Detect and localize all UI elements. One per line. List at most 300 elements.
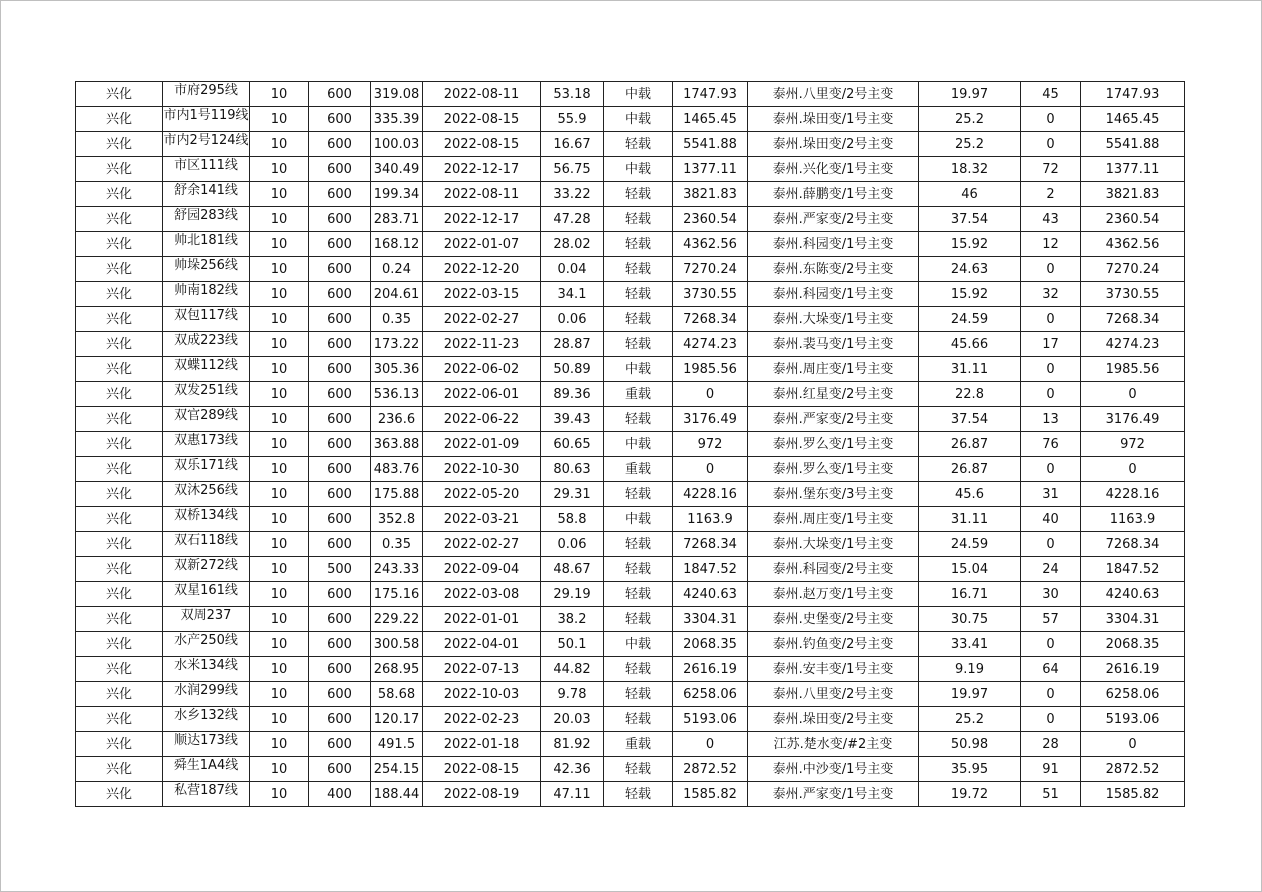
cell-load-rate: 81.92	[541, 732, 604, 757]
table-row	[76, 532, 1185, 557]
cell-rated-current: 600	[309, 457, 371, 482]
cell-load-rate: 47.28	[541, 207, 604, 232]
cell-available-capacity: 7268.34	[673, 307, 748, 332]
cell-substation-transformer: 泰州.史堡变/2号主变	[748, 607, 919, 632]
table-row	[76, 507, 1185, 532]
cell-max-current: 363.88	[371, 432, 423, 457]
table-row	[76, 357, 1185, 382]
cell-rated-current: 600	[309, 607, 371, 632]
cell-value: 43	[1021, 207, 1081, 232]
line-name-text: 水产250线	[174, 633, 238, 648]
cell-voltage: 10	[250, 82, 309, 107]
line-name-text: 双沐256线	[174, 483, 238, 498]
cell-transformer-load: 35.95	[919, 757, 1021, 782]
table-row	[76, 282, 1185, 307]
cell-max-current: 283.71	[371, 207, 423, 232]
table-row	[76, 207, 1185, 232]
cell-load-rate: 44.82	[541, 657, 604, 682]
cell-value: 32	[1021, 282, 1081, 307]
table-body	[76, 82, 1185, 807]
line-name-text: 水米134线	[174, 658, 238, 673]
cell-date: 2022-03-15	[423, 282, 541, 307]
cell-line-name	[163, 682, 250, 707]
cell-line-name	[163, 382, 250, 407]
cell-date: 2022-10-30	[423, 457, 541, 482]
table-row	[76, 582, 1185, 607]
cell-max-current: 491.5	[371, 732, 423, 757]
cell-date: 2022-06-22	[423, 407, 541, 432]
cell-region: 兴化	[76, 532, 163, 557]
cell-voltage: 10	[250, 557, 309, 582]
cell-capacity: 4362.56	[1081, 232, 1185, 257]
line-name-text: 市区111线	[174, 158, 238, 173]
cell-capacity: 1847.52	[1081, 557, 1185, 582]
cell-transformer-load: 25.2	[919, 107, 1021, 132]
cell-line-name	[163, 82, 250, 107]
cell-capacity: 2068.35	[1081, 632, 1185, 657]
cell-transformer-load: 18.32	[919, 157, 1021, 182]
cell-substation-transformer: 泰州.科园变/1号主变	[748, 232, 919, 257]
cell-line-name	[163, 482, 250, 507]
cell-value: 0	[1021, 707, 1081, 732]
cell-rated-current: 600	[309, 507, 371, 532]
cell-line-name	[163, 207, 250, 232]
cell-load-level: 中载	[604, 82, 673, 107]
cell-rated-current: 600	[309, 257, 371, 282]
cell-substation-transformer: 泰州.严家变/2号主变	[748, 207, 919, 232]
cell-available-capacity: 2872.52	[673, 757, 748, 782]
cell-region: 兴化	[76, 632, 163, 657]
cell-capacity: 2360.54	[1081, 207, 1185, 232]
cell-voltage: 10	[250, 257, 309, 282]
line-name-text: 双发251线	[174, 383, 238, 398]
cell-transformer-load: 30.75	[919, 607, 1021, 632]
line-name-text: 帅北181线	[174, 233, 238, 248]
table-row	[76, 182, 1185, 207]
cell-date: 2022-06-02	[423, 357, 541, 382]
cell-voltage: 10	[250, 607, 309, 632]
cell-line-name	[163, 782, 250, 807]
cell-rated-current: 600	[309, 82, 371, 107]
cell-region: 兴化	[76, 507, 163, 532]
cell-value: 0	[1021, 382, 1081, 407]
cell-voltage: 10	[250, 582, 309, 607]
line-name-text: 双新272线	[174, 558, 238, 573]
cell-value: 0	[1021, 132, 1081, 157]
cell-region: 兴化	[76, 707, 163, 732]
cell-capacity: 0	[1081, 457, 1185, 482]
cell-capacity: 3730.55	[1081, 282, 1185, 307]
cell-max-current: 483.76	[371, 457, 423, 482]
cell-substation-transformer: 泰州.裴马变/1号主变	[748, 332, 919, 357]
cell-substation-transformer: 泰州.科园变/2号主变	[748, 557, 919, 582]
cell-max-current: 340.49	[371, 157, 423, 182]
cell-value: 0	[1021, 457, 1081, 482]
cell-capacity: 5541.88	[1081, 132, 1185, 157]
cell-transformer-load: 37.54	[919, 207, 1021, 232]
cell-voltage: 10	[250, 532, 309, 557]
cell-line-name	[163, 432, 250, 457]
cell-rated-current: 600	[309, 432, 371, 457]
cell-voltage: 10	[250, 407, 309, 432]
cell-capacity: 1465.45	[1081, 107, 1185, 132]
cell-value: 17	[1021, 332, 1081, 357]
cell-date: 2022-12-17	[423, 157, 541, 182]
cell-rated-current: 600	[309, 757, 371, 782]
cell-load-level: 轻载	[604, 607, 673, 632]
cell-date: 2022-08-15	[423, 132, 541, 157]
cell-voltage: 10	[250, 632, 309, 657]
cell-load-level: 中载	[604, 357, 673, 382]
cell-max-current: 173.22	[371, 332, 423, 357]
cell-transformer-load: 25.2	[919, 707, 1021, 732]
line-name-text: 水润299线	[174, 683, 238, 698]
cell-substation-transformer: 泰州.八里变/2号主变	[748, 682, 919, 707]
cell-region: 兴化	[76, 457, 163, 482]
cell-load-level: 轻载	[604, 132, 673, 157]
table-row	[76, 407, 1185, 432]
cell-value: 64	[1021, 657, 1081, 682]
cell-load-level: 重载	[604, 457, 673, 482]
cell-capacity: 2872.52	[1081, 757, 1185, 782]
cell-date: 2022-12-17	[423, 207, 541, 232]
cell-available-capacity: 4362.56	[673, 232, 748, 257]
line-name-text: 双周237	[180, 608, 232, 623]
cell-load-rate: 0.06	[541, 307, 604, 332]
cell-rated-current: 600	[309, 657, 371, 682]
cell-substation-transformer: 泰州.垛田变/2号主变	[748, 132, 919, 157]
cell-rated-current: 600	[309, 307, 371, 332]
line-name-text: 舒园283线	[174, 208, 238, 223]
cell-max-current: 268.95	[371, 657, 423, 682]
cell-load-level: 轻载	[604, 582, 673, 607]
cell-substation-transformer: 泰州.严家变/2号主变	[748, 407, 919, 432]
cell-load-level: 重载	[604, 382, 673, 407]
cell-load-rate: 16.67	[541, 132, 604, 157]
cell-region: 兴化	[76, 357, 163, 382]
cell-load-level: 轻载	[604, 707, 673, 732]
cell-capacity: 1377.11	[1081, 157, 1185, 182]
cell-load-rate: 42.36	[541, 757, 604, 782]
cell-date: 2022-06-01	[423, 382, 541, 407]
cell-transformer-load: 31.11	[919, 507, 1021, 532]
table-row	[76, 382, 1185, 407]
cell-available-capacity: 1847.52	[673, 557, 748, 582]
cell-region: 兴化	[76, 207, 163, 232]
cell-load-level: 轻载	[604, 332, 673, 357]
cell-max-current: 0.35	[371, 532, 423, 557]
cell-substation-transformer: 泰州.八里变/2号主变	[748, 82, 919, 107]
cell-available-capacity: 5541.88	[673, 132, 748, 157]
line-name-text: 双乐171线	[174, 458, 238, 473]
cell-available-capacity: 3821.83	[673, 182, 748, 207]
cell-region: 兴化	[76, 282, 163, 307]
cell-transformer-load: 9.19	[919, 657, 1021, 682]
cell-capacity: 1985.56	[1081, 357, 1185, 382]
cell-voltage: 10	[250, 707, 309, 732]
cell-rated-current: 600	[309, 357, 371, 382]
cell-line-name	[163, 107, 250, 132]
cell-rated-current: 600	[309, 332, 371, 357]
cell-date: 2022-02-23	[423, 707, 541, 732]
cell-value: 76	[1021, 432, 1081, 457]
cell-load-rate: 33.22	[541, 182, 604, 207]
cell-load-rate: 50.89	[541, 357, 604, 382]
cell-substation-transformer: 泰州.中沙变/1号主变	[748, 757, 919, 782]
line-name-text: 私营187线	[174, 783, 238, 798]
table-row	[76, 332, 1185, 357]
cell-max-current: 536.13	[371, 382, 423, 407]
cell-capacity: 0	[1081, 732, 1185, 757]
cell-available-capacity: 4228.16	[673, 482, 748, 507]
cell-load-level: 轻载	[604, 532, 673, 557]
cell-voltage: 10	[250, 132, 309, 157]
table-row	[76, 107, 1185, 132]
cell-value: 30	[1021, 582, 1081, 607]
cell-region: 兴化	[76, 232, 163, 257]
cell-date: 2022-01-09	[423, 432, 541, 457]
cell-capacity: 4240.63	[1081, 582, 1185, 607]
cell-substation-transformer: 泰州.钓鱼变/2号主变	[748, 632, 919, 657]
cell-region: 兴化	[76, 607, 163, 632]
cell-value: 28	[1021, 732, 1081, 757]
cell-substation-transformer: 泰州.垛田变/1号主变	[748, 107, 919, 132]
cell-max-current: 0.24	[371, 257, 423, 282]
cell-date: 2022-08-15	[423, 107, 541, 132]
cell-transformer-load: 24.59	[919, 532, 1021, 557]
cell-load-rate: 0.04	[541, 257, 604, 282]
cell-available-capacity: 2068.35	[673, 632, 748, 657]
cell-date: 2022-03-08	[423, 582, 541, 607]
cell-line-name	[163, 757, 250, 782]
cell-capacity: 7270.24	[1081, 257, 1185, 282]
cell-available-capacity: 2616.19	[673, 657, 748, 682]
cell-load-level: 轻载	[604, 557, 673, 582]
cell-voltage: 10	[250, 657, 309, 682]
cell-capacity: 7268.34	[1081, 532, 1185, 557]
cell-available-capacity: 3304.31	[673, 607, 748, 632]
cell-region: 兴化	[76, 657, 163, 682]
cell-capacity: 3304.31	[1081, 607, 1185, 632]
cell-load-rate: 55.9	[541, 107, 604, 132]
cell-region: 兴化	[76, 482, 163, 507]
cell-region: 兴化	[76, 782, 163, 807]
cell-rated-current: 600	[309, 707, 371, 732]
cell-substation-transformer: 泰州.严家变/1号主变	[748, 782, 919, 807]
cell-rated-current: 600	[309, 182, 371, 207]
cell-load-rate: 53.18	[541, 82, 604, 107]
cell-load-level: 中载	[604, 432, 673, 457]
line-name-text: 双惠173线	[174, 433, 238, 448]
cell-available-capacity: 1747.93	[673, 82, 748, 107]
cell-load-rate: 38.2	[541, 607, 604, 632]
line-name-text: 双桥134线	[174, 508, 238, 523]
cell-region: 兴化	[76, 432, 163, 457]
cell-load-rate: 0.06	[541, 532, 604, 557]
table-row	[76, 782, 1185, 807]
cell-load-rate: 20.03	[541, 707, 604, 732]
cell-line-name	[163, 457, 250, 482]
cell-substation-transformer: 泰州.薛鹏变/1号主变	[748, 182, 919, 207]
table-row	[76, 707, 1185, 732]
cell-load-rate: 29.31	[541, 482, 604, 507]
cell-load-level: 轻载	[604, 257, 673, 282]
line-name-text: 市内1号119线	[163, 108, 249, 123]
cell-transformer-load: 19.72	[919, 782, 1021, 807]
cell-capacity: 4228.16	[1081, 482, 1185, 507]
cell-substation-transformer: 泰州.堡东变/3号主变	[748, 482, 919, 507]
cell-value: 51	[1021, 782, 1081, 807]
cell-transformer-load: 15.92	[919, 282, 1021, 307]
cell-transformer-load: 33.41	[919, 632, 1021, 657]
cell-value: 72	[1021, 157, 1081, 182]
cell-voltage: 10	[250, 282, 309, 307]
cell-value: 40	[1021, 507, 1081, 532]
cell-available-capacity: 7270.24	[673, 257, 748, 282]
cell-date: 2022-01-18	[423, 732, 541, 757]
cell-voltage: 10	[250, 357, 309, 382]
cell-voltage: 10	[250, 107, 309, 132]
cell-load-rate: 58.8	[541, 507, 604, 532]
cell-region: 兴化	[76, 157, 163, 182]
cell-line-name	[163, 557, 250, 582]
table-row	[76, 457, 1185, 482]
cell-substation-transformer: 江苏.楚水变/#2主变	[748, 732, 919, 757]
cell-date: 2022-11-23	[423, 332, 541, 357]
cell-transformer-load: 24.63	[919, 257, 1021, 282]
cell-date: 2022-01-01	[423, 607, 541, 632]
cell-line-name	[163, 607, 250, 632]
cell-region: 兴化	[76, 332, 163, 357]
cell-max-current: 58.68	[371, 682, 423, 707]
cell-available-capacity: 1465.45	[673, 107, 748, 132]
cell-load-level: 轻载	[604, 782, 673, 807]
cell-rated-current: 600	[309, 132, 371, 157]
cell-value: 45	[1021, 82, 1081, 107]
line-name-text: 双官289线	[174, 408, 238, 423]
table-row	[76, 482, 1185, 507]
table-row	[76, 682, 1185, 707]
cell-load-level: 中载	[604, 107, 673, 132]
cell-load-rate: 50.1	[541, 632, 604, 657]
cell-max-current: 168.12	[371, 232, 423, 257]
cell-line-name	[163, 257, 250, 282]
cell-transformer-load: 31.11	[919, 357, 1021, 382]
cell-available-capacity: 1163.9	[673, 507, 748, 532]
cell-date: 2022-08-19	[423, 782, 541, 807]
cell-max-current: 120.17	[371, 707, 423, 732]
line-name-text: 帅垛256线	[174, 258, 238, 273]
cell-load-level: 轻载	[604, 657, 673, 682]
cell-rated-current: 600	[309, 382, 371, 407]
cell-date: 2022-04-01	[423, 632, 541, 657]
cell-max-current: 229.22	[371, 607, 423, 632]
cell-available-capacity: 2360.54	[673, 207, 748, 232]
cell-available-capacity: 4240.63	[673, 582, 748, 607]
line-name-text: 顺达173线	[174, 733, 238, 748]
table-row	[76, 732, 1185, 757]
cell-rated-current: 500	[309, 557, 371, 582]
cell-voltage: 10	[250, 782, 309, 807]
cell-substation-transformer: 泰州.兴化变/1号主变	[748, 157, 919, 182]
table-row	[76, 432, 1185, 457]
cell-voltage: 10	[250, 157, 309, 182]
line-name-text: 双包117线	[174, 308, 238, 323]
cell-region: 兴化	[76, 182, 163, 207]
cell-load-rate: 56.75	[541, 157, 604, 182]
cell-load-rate: 48.67	[541, 557, 604, 582]
cell-substation-transformer: 泰州.安丰变/1号主变	[748, 657, 919, 682]
cell-voltage: 10	[250, 482, 309, 507]
cell-line-name	[163, 657, 250, 682]
cell-transformer-load: 26.87	[919, 432, 1021, 457]
cell-rated-current: 600	[309, 107, 371, 132]
cell-value: 0	[1021, 357, 1081, 382]
cell-rated-current: 600	[309, 407, 371, 432]
cell-load-level: 轻载	[604, 282, 673, 307]
cell-available-capacity: 3176.49	[673, 407, 748, 432]
cell-available-capacity: 1985.56	[673, 357, 748, 382]
cell-available-capacity: 7268.34	[673, 532, 748, 557]
cell-region: 兴化	[76, 757, 163, 782]
cell-load-level: 中载	[604, 157, 673, 182]
line-name-text: 市府295线	[174, 83, 238, 98]
cell-line-name	[163, 182, 250, 207]
cell-rated-current: 400	[309, 782, 371, 807]
cell-max-current: 188.44	[371, 782, 423, 807]
table-row	[76, 257, 1185, 282]
cell-load-rate: 28.02	[541, 232, 604, 257]
cell-max-current: 199.34	[371, 182, 423, 207]
cell-rated-current: 600	[309, 582, 371, 607]
cell-transformer-load: 45.6	[919, 482, 1021, 507]
cell-load-rate: 47.11	[541, 782, 604, 807]
cell-line-name	[163, 532, 250, 557]
cell-date: 2022-03-21	[423, 507, 541, 532]
cell-load-rate: 34.1	[541, 282, 604, 307]
table-row	[76, 657, 1185, 682]
cell-max-current: 300.58	[371, 632, 423, 657]
cell-capacity: 3176.49	[1081, 407, 1185, 432]
cell-voltage: 10	[250, 457, 309, 482]
cell-rated-current: 600	[309, 732, 371, 757]
cell-available-capacity: 0	[673, 732, 748, 757]
cell-line-name	[163, 707, 250, 732]
cell-date: 2022-01-07	[423, 232, 541, 257]
cell-value: 91	[1021, 757, 1081, 782]
cell-available-capacity: 1585.82	[673, 782, 748, 807]
line-name-text: 水乡132线	[174, 708, 238, 723]
cell-available-capacity: 5193.06	[673, 707, 748, 732]
cell-capacity: 7268.34	[1081, 307, 1185, 332]
cell-date: 2022-10-03	[423, 682, 541, 707]
cell-region: 兴化	[76, 382, 163, 407]
cell-max-current: 100.03	[371, 132, 423, 157]
cell-rated-current: 600	[309, 482, 371, 507]
cell-max-current: 352.8	[371, 507, 423, 532]
table-row	[76, 132, 1185, 157]
cell-substation-transformer: 泰州.赵万变/1号主变	[748, 582, 919, 607]
cell-available-capacity: 4274.23	[673, 332, 748, 357]
cell-substation-transformer: 泰州.垛田变/2号主变	[748, 707, 919, 732]
cell-transformer-load: 24.59	[919, 307, 1021, 332]
cell-value: 24	[1021, 557, 1081, 582]
cell-line-name	[163, 357, 250, 382]
cell-max-current: 335.39	[371, 107, 423, 132]
cell-line-name	[163, 407, 250, 432]
cell-substation-transformer: 泰州.周庄变/1号主变	[748, 507, 919, 532]
cell-date: 2022-02-27	[423, 307, 541, 332]
